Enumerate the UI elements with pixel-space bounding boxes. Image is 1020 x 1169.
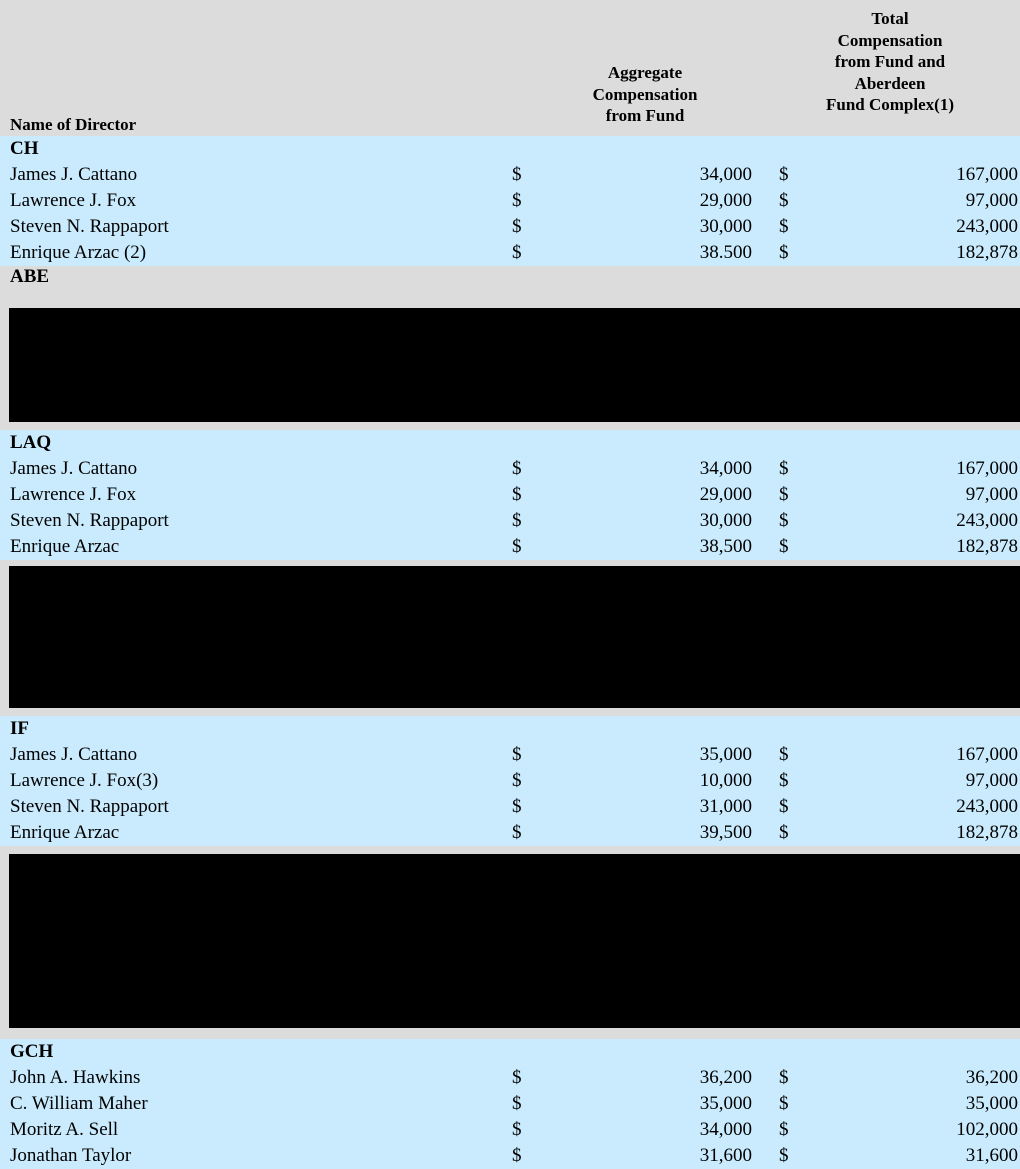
total-value: 102,000 <box>956 1119 1018 1140</box>
aggregate-value: 29,000 <box>699 190 752 211</box>
director-name: Lawrence J. Fox(3) <box>10 770 159 791</box>
aggregate-value: 35,000 <box>699 744 752 765</box>
total-value: 167,000 <box>956 458 1018 479</box>
table-row <box>0 1117 1020 1143</box>
director-name: Steven N. Rappaport <box>10 216 169 237</box>
header-line: from Fund and <box>834 52 946 71</box>
aggregate-value: 38.500 <box>699 242 752 263</box>
currency-symbol: $ <box>512 1067 522 1088</box>
header-line: Compensation <box>837 30 943 50</box>
director-name: James J. Cattano <box>10 744 138 765</box>
table-row <box>0 1091 1020 1117</box>
table-row <box>0 508 1020 534</box>
director-name: Steven N. Rappaport <box>10 796 169 817</box>
aggregate-value: 10,000 <box>699 770 752 791</box>
director-name: Enrique Arzac <box>10 536 120 557</box>
aggregate-value: 29,000 <box>699 484 752 505</box>
section-heading-ch <box>0 136 1020 162</box>
aggregate-value: 34,000 <box>699 1119 752 1140</box>
currency-symbol: $ <box>512 458 522 479</box>
header-aggregate-compensation <box>552 62 738 127</box>
total-value: 97,000 <box>965 190 1018 211</box>
currency-symbol: $ <box>512 770 522 791</box>
total-value: 36,200 <box>965 1067 1018 1088</box>
currency-symbol: $ <box>512 216 522 237</box>
table-row <box>0 1065 1020 1091</box>
currency-symbol: $ <box>779 770 789 791</box>
director-name: James J. Cattano <box>10 164 138 185</box>
total-value: 243,000 <box>956 796 1018 817</box>
table-row <box>0 188 1020 214</box>
redaction-block <box>9 854 1020 1028</box>
header-name-of-director: Name of Director <box>10 115 137 134</box>
currency-symbol: $ <box>779 216 789 237</box>
total-value: 97,000 <box>965 484 1018 505</box>
aggregate-value: 34,000 <box>699 458 752 479</box>
table-row <box>0 1143 1020 1169</box>
currency-symbol: $ <box>512 164 522 185</box>
director-name: Steven N. Rappaport <box>10 510 169 531</box>
director-name: Enrique Arzac <box>10 822 120 843</box>
currency-symbol: $ <box>512 1119 522 1140</box>
section-heading-abe <box>0 266 1020 290</box>
currency-symbol: $ <box>779 1093 789 1114</box>
aggregate-value: 34,000 <box>699 164 752 185</box>
section-label: LAQ <box>10 432 52 453</box>
aggregate-value: 30,000 <box>699 510 752 531</box>
currency-symbol: $ <box>512 242 522 263</box>
aggregate-value: 36,200 <box>699 1067 752 1088</box>
currency-symbol: $ <box>779 796 789 817</box>
currency-symbol: $ <box>512 822 522 843</box>
total-value: 167,000 <box>956 164 1018 185</box>
currency-symbol: $ <box>779 1145 789 1166</box>
table-row <box>0 794 1020 820</box>
director-name: James J. Cattano <box>10 458 138 479</box>
director-name: Lawrence J. Fox <box>10 484 137 505</box>
total-value: 182,878 <box>956 242 1018 263</box>
total-value: 167,000 <box>956 744 1018 765</box>
aggregate-value: 31,000 <box>699 796 752 817</box>
header-total-compensation <box>790 8 990 116</box>
currency-symbol: $ <box>779 1067 789 1088</box>
section-label: ABE <box>10 266 50 287</box>
currency-symbol: $ <box>779 484 789 505</box>
header-line: Aggregate <box>607 63 683 82</box>
total-value: 182,878 <box>956 536 1018 557</box>
aggregate-value: 35,000 <box>699 1093 752 1114</box>
currency-symbol: $ <box>779 822 789 843</box>
director-name: C. William Maher <box>10 1093 148 1114</box>
section-label: GCH <box>10 1041 54 1062</box>
currency-symbol: $ <box>779 536 789 557</box>
total-value: 97,000 <box>965 770 1018 791</box>
currency-symbol: $ <box>779 164 789 185</box>
section-label: CH <box>10 138 39 159</box>
section-heading-gch <box>0 1039 1020 1065</box>
currency-symbol: $ <box>512 190 522 211</box>
redaction-block <box>9 308 1020 422</box>
director-name: Enrique Arzac (2) <box>10 242 147 263</box>
header-line: Aberdeen <box>854 73 926 93</box>
redaction-block <box>9 566 1020 708</box>
currency-symbol: $ <box>512 484 522 505</box>
currency-symbol: $ <box>779 242 789 263</box>
table-row <box>0 162 1020 188</box>
aggregate-value: 38,500 <box>699 536 752 557</box>
table-row <box>0 742 1020 768</box>
currency-symbol: $ <box>779 1119 789 1140</box>
currency-symbol: $ <box>779 744 789 765</box>
aggregate-value: 30,000 <box>699 216 752 237</box>
table-row <box>0 768 1020 794</box>
currency-symbol: $ <box>512 744 522 765</box>
currency-symbol: $ <box>779 510 789 531</box>
currency-symbol: $ <box>512 796 522 817</box>
total-value: 243,000 <box>956 216 1018 237</box>
total-value: 243,000 <box>956 510 1018 531</box>
currency-symbol: $ <box>512 1093 522 1114</box>
director-name: John A. Hawkins <box>10 1067 141 1088</box>
header-line: Compensation <box>592 84 698 104</box>
currency-symbol: $ <box>779 458 789 479</box>
table-row <box>0 482 1020 508</box>
total-value: 31,600 <box>965 1145 1018 1166</box>
director-name: Lawrence J. Fox <box>10 190 137 211</box>
table-row <box>0 214 1020 240</box>
table-row <box>0 820 1020 846</box>
section-label: IF <box>10 718 29 739</box>
currency-symbol: $ <box>512 536 522 557</box>
currency-symbol: $ <box>512 510 522 531</box>
header-line: from Fund <box>605 106 685 125</box>
currency-symbol: $ <box>512 1145 522 1166</box>
table-row <box>0 534 1020 560</box>
table-row <box>0 240 1020 266</box>
header-line: Fund Complex(1) <box>826 95 954 114</box>
currency-symbol: $ <box>779 190 789 211</box>
section-heading-laq <box>0 430 1020 456</box>
total-value: 35,000 <box>965 1093 1018 1114</box>
director-name: Jonathan Taylor <box>10 1145 132 1166</box>
header-line: Total <box>871 9 909 28</box>
director-name: Moritz A. Sell <box>10 1119 119 1140</box>
table-row <box>0 456 1020 482</box>
aggregate-value: 39,500 <box>699 822 752 843</box>
section-heading-if <box>0 716 1020 742</box>
aggregate-value: 31,600 <box>699 1145 752 1166</box>
total-value: 182,878 <box>956 822 1018 843</box>
